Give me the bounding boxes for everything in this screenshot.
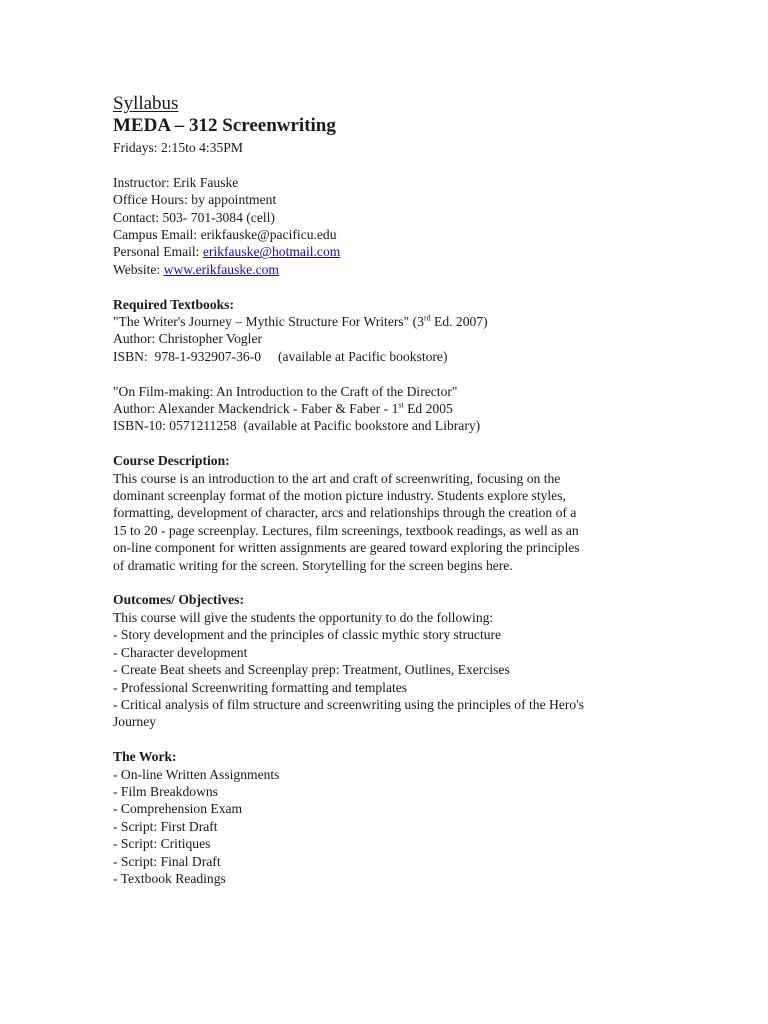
class-schedule: Fridays: 2:15to 4:35PM xyxy=(113,140,243,155)
office-hours: Office Hours: by appointment xyxy=(113,192,277,208)
textbooks-heading: Required Textbooks: xyxy=(113,296,234,312)
spacer xyxy=(113,156,708,173)
description-line: dominant screenplay format of the motion picture industry. Students explore styles, xyxy=(113,488,566,504)
book2-author-text: Author: Alexander Mackendrick - Faber & Faber - 1 xyxy=(113,401,399,417)
instructor-name: Instructor: Erik Fauske xyxy=(113,174,239,190)
outcome-item: - Create Beat sheets and Screenplay prep: Treatment, Outlines, Exercises xyxy=(113,662,510,678)
description-heading: Course Description: xyxy=(113,453,230,469)
book2-edition-sup: st xyxy=(398,400,404,410)
website-link[interactable]: www.erikfauske.com xyxy=(163,261,280,277)
outcome-item: - Critical analysis of film structure and screenwriting using the principles of the Hero's xyxy=(113,696,584,712)
website-label: Website: xyxy=(113,261,164,277)
book2-isbn: ISBN-10: 0571211258 (available at Pacific bookstore and Library) xyxy=(113,418,481,434)
book2-author xyxy=(113,400,708,417)
outcome-item: Journey xyxy=(113,714,157,730)
book1-edition-sup: rd xyxy=(423,313,431,323)
spacer xyxy=(113,278,708,295)
description-line: formatting, development of character, arcs and relationships through the creation of a xyxy=(113,505,577,521)
course-title: MEDA – 312 Screenwriting xyxy=(113,115,336,136)
book2-edition-text: Ed 2005 xyxy=(403,401,453,417)
work-item: - Script: Critiques xyxy=(113,836,211,852)
work-item: - Script: Final Draft xyxy=(113,853,221,869)
description-line: 15 to 20 - page screenplay. Lectures, film screenings, textbook readings, as well as an xyxy=(113,522,579,538)
work-item: - Comprehension Exam xyxy=(113,801,243,817)
personal-email-row xyxy=(113,243,708,260)
spacer xyxy=(113,365,708,382)
website-row xyxy=(113,261,708,278)
work-item: - On-line Written Assignments xyxy=(113,766,280,782)
book1-edition-text: Ed. 2007) xyxy=(430,314,488,330)
work-item: - Script: First Draft xyxy=(113,818,218,834)
outcome-item: - Character development xyxy=(113,644,248,660)
book1-title-text: "The Writer's Journey – Mythic Structure For Writers" (3 xyxy=(113,314,424,330)
document-title: Syllabus xyxy=(113,93,179,114)
phone-contact: Contact: 503- 701-3084 (cell) xyxy=(113,209,275,225)
personal-email-label: Personal Email: xyxy=(113,244,203,260)
outcomes-intro: This course will give the students the opportunity to do the following: xyxy=(113,609,494,625)
book1-isbn: ISBN: 978-1-932907-36-0 (available at Pacific bookstore) xyxy=(113,348,448,364)
outcome-item: - Professional Screenwriting formatting and templates xyxy=(113,679,408,695)
book2-title: "On Film-making: An Introduction to the Craft of the Director" xyxy=(113,383,458,399)
book1-title xyxy=(113,313,708,330)
work-item: - Textbook Readings xyxy=(113,870,226,886)
description-line: on-line component for written assignments are geared toward exploring the principles xyxy=(113,540,580,556)
spacer xyxy=(113,574,708,591)
work-item: - Film Breakdowns xyxy=(113,783,218,799)
spacer xyxy=(113,731,708,748)
description-line: of dramatic writing for the screen. Storytelling for the screen begins here. xyxy=(113,557,513,573)
spacer xyxy=(113,435,708,452)
outcomes-heading: Outcomes/ Objectives: xyxy=(113,592,244,608)
work-heading: The Work: xyxy=(113,749,177,765)
description-line: This course is an introduction to the art and craft of screenwriting, focusing on the xyxy=(113,470,561,486)
outcome-item: - Story development and the principles of classic mythic story structure xyxy=(113,627,502,643)
personal-email-link[interactable]: erikfauske@hotmail.com xyxy=(202,244,341,260)
campus-email: Campus Email: erikfauske@pacificu.edu xyxy=(113,227,337,243)
book1-author: Author: Christopher Vogler xyxy=(113,331,263,347)
